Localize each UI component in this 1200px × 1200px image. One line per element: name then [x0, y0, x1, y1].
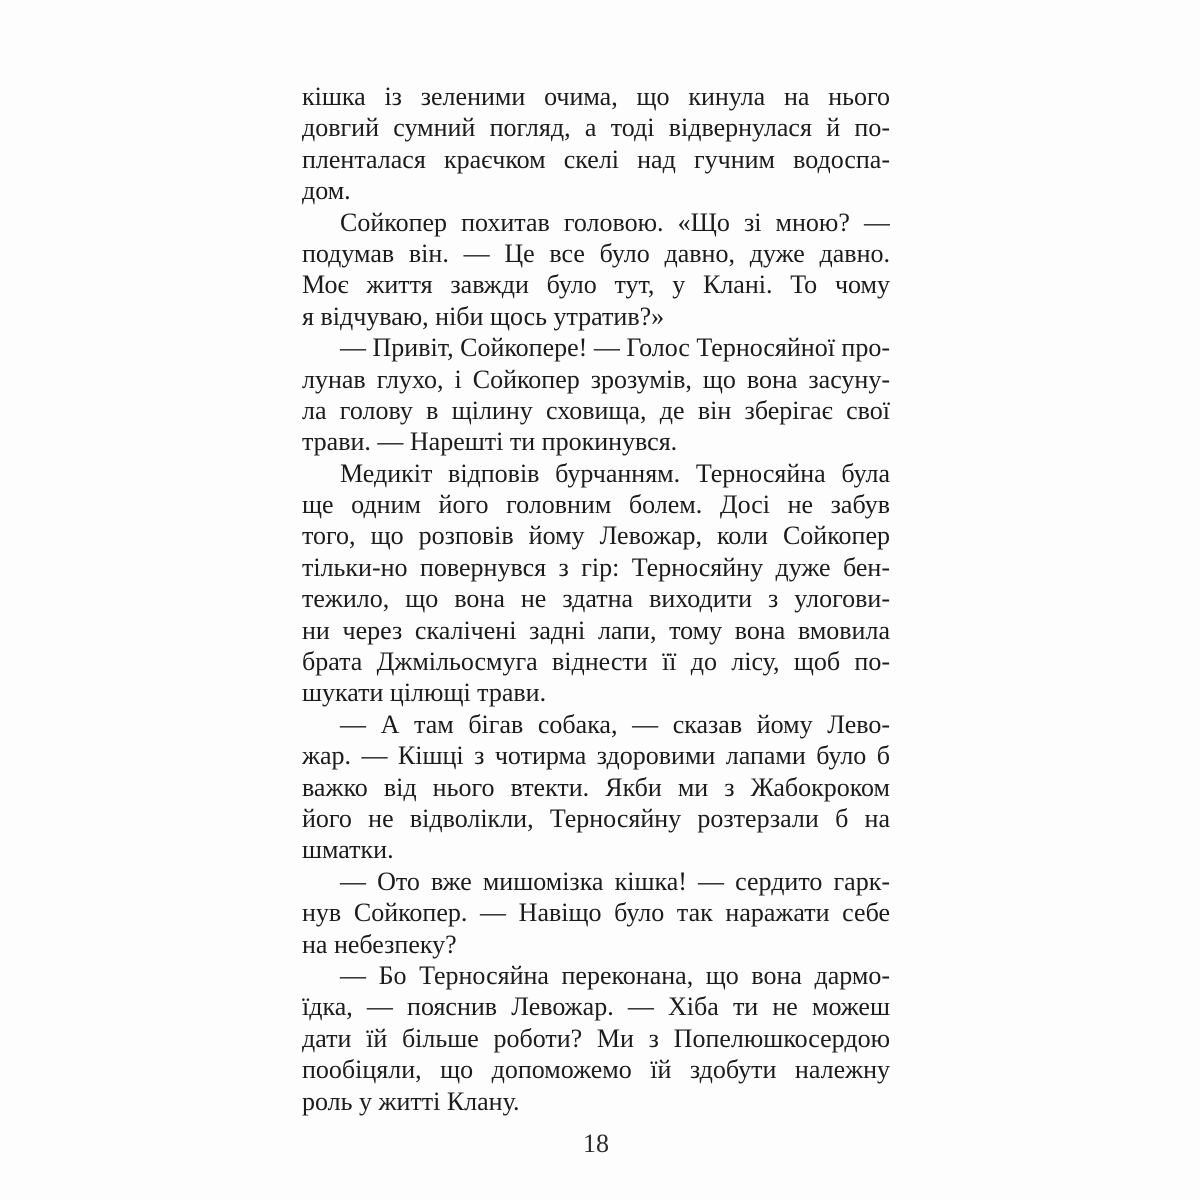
- text-line: лунав глухо, і Сойкопер зрозумів, що вона засуну-: [302, 364, 890, 394]
- text-line: — Бо Терносяйна переконана, що вона дармо-: [340, 960, 890, 990]
- paragraph: [302, 332, 890, 458]
- text-line: Медикіт відповів бурчанням. Терносяйна була: [340, 458, 890, 488]
- text-line: важко від нього втекти. Якби ми з Жабокроком: [302, 772, 890, 802]
- text-line: дати їй більше роботи? Ми з Попелюшкосердою: [302, 1023, 890, 1053]
- text-line: довгий сумний погляд, а тоді відвернулася й по-: [302, 113, 890, 143]
- text-line: подумав він. — Це все було давно, дуже давно.: [302, 238, 890, 268]
- text-line: дом.: [302, 176, 351, 206]
- text-line: — А там бігав собака, — сказав йому Лево-: [340, 709, 890, 739]
- text-line: того, що розповів йому Левожар, коли Сойкопер: [302, 521, 890, 551]
- text-line: на небезпеку?: [302, 929, 457, 959]
- page-number: 18: [583, 1129, 609, 1158]
- text-line: Сойкопер похитав головою. «Що зі мною? —: [340, 207, 890, 237]
- text-line: жар. — Кішці з чотирма здоровими лапами було б: [302, 741, 890, 771]
- text-line: його не відволікли, Терносяйну розтерзали б на: [302, 803, 890, 833]
- text-line: шукати цілющі трави.: [302, 678, 547, 708]
- text-line: — Ото вже мишомізка кішка! — сердито гарк-: [340, 866, 890, 896]
- text-line: тежило, що вона не здатна виходити з улогови-: [302, 584, 890, 614]
- text-line: — Привіт, Сойкопере! — Голос Терносяйної про-: [340, 333, 890, 363]
- text-line: кішка із зеленими очима, що кинула на нього: [302, 82, 890, 111]
- text-line: тільки-но повернувся з гір: Терносяйну дуже бен-: [302, 552, 890, 582]
- text-line: пленталася краєчком скелі над гучним водоспа-: [302, 144, 890, 174]
- paragraph: [302, 81, 890, 207]
- paragraph: [302, 207, 890, 333]
- text-line: роль у житті Клану.: [302, 1086, 520, 1116]
- paragraph: [302, 866, 890, 960]
- text-line: ни через скалічені задні лапи, тому вона вмовила: [302, 615, 890, 645]
- text-line: їдка, — пояснив Левожар. — Хіба ти не можеш: [302, 992, 890, 1022]
- text-line: я відчуваю, ніби щось утратив?»: [302, 301, 665, 331]
- paragraph: [302, 960, 890, 1117]
- text-line: брата Джмільосмуга віднести її до лісу, щоб по-: [302, 647, 890, 677]
- text-line: ла голову в щілину сховища, де він зберігає свої: [302, 395, 890, 425]
- paragraph: [302, 709, 890, 866]
- text-line: ще одним його головним болем. Досі не забув: [302, 490, 890, 520]
- text-line: шматки.: [302, 835, 394, 865]
- text-line: Моє життя завжди було тут, у Клані. То чому: [302, 270, 890, 300]
- paragraph: [302, 458, 890, 709]
- text-line: нув Сойкопер. — Навіщо було так наражати себе: [302, 898, 890, 928]
- page-text: [302, 81, 890, 1117]
- text-line: пообіцяли, що допоможемо їй здобути належну: [302, 1055, 890, 1085]
- text-line: трави. — Нарешті ти прокинувся.: [302, 427, 678, 457]
